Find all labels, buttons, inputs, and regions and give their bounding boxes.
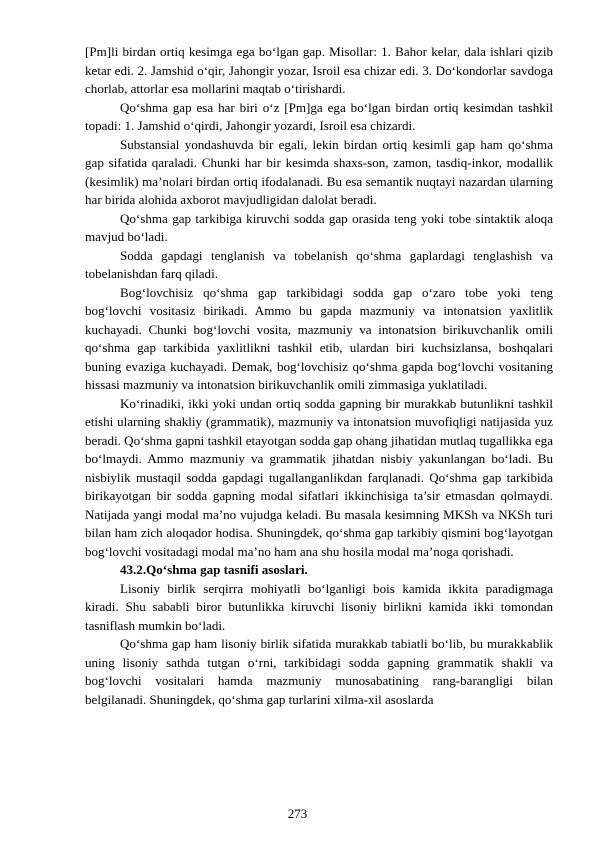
- section-heading: 43.2.Qo‘shma gap tasnifi asoslari.: [120, 562, 308, 577]
- paragraph-1: [Pm]li birdan ortiq kesimga ega bo‘lgan gap. Misollar: 1. Bahor kelar, dala ishlari qizib ketar edi. 2. Jamshid o‘qir, Jahongir yozar, Isroil esa chizar edi. 3. Do‘kondorlar savdoga chorlab, attorlar esa mollarini maqtab o‘tirishardi.: [85, 44, 553, 96]
- paragraph-3: Substansial yondashuvda bir egali, lekin birdan ortiq kesimli gap ham qo‘shma gap sifatida qaraladi. Chunki har bir kesimda shaxs-son, zamon, tasdiq-inkor, modallik (kesimlik) ma’nolari birdan ortiq ifodalanadi. Bu esa semantik nuqtayi nazardan ularning har birida alohida axborot mavjudligidan dalolat beradi.: [85, 136, 553, 207]
- paragraph-8: Lisoniy birlik serqirra mohiyatli bo‘lganligi bois kamida ikkita paradigmaga kiradi. Shu sababli biror butunlikka kiruvchi lisoniy birlikni kamida ikki tomondan tasniflash mumkin bo‘ladi.: [85, 580, 553, 633]
- page-body: [85, 43, 553, 709]
- paragraph-4: Qo‘shma gap tarkibiga kiruvchi sodda gap orasida teng yoki tobe sintaktik aloqa mavjud bo‘ladi.: [85, 210, 553, 244]
- paragraph-6: Bog‘lovchisiz qo‘shma gap tarkibidagi sodda gap o‘zaro tobe yoki teng bog‘lovchi vositasiz birikadi. Ammo bu gapda mazmuniy va intonatsion yaxlitlik kuchayadi. Chunki bog‘lovchi vosita, mazmuniy va intonatsion birikuvchanlik omili qo‘shma gap tarkibida yaxlitlikni tashkil etib, ulardan biri kuchsizlansa, boshqalari buning evaziga kuchayadi. Demak, bog‘lovchisiz qo‘shma gapda bog‘lovchi vositaning hissasi mazmuniy va intonatsion birikuvchanlik omili zimmasiga yuklatiladi.: [85, 284, 553, 392]
- paragraph-2: Qo‘shma gap esa har biri o‘z [Pm]ga ega bo‘lgan birdan ortiq kesimdan tashkil topadi: 1. Jamshid o‘qirdi, Jahongir yozardi, Isroil esa chizardi.: [85, 99, 553, 133]
- page-number: 273: [287, 806, 308, 821]
- paragraph-9: Qo‘shma gap ham lisoniy birlik sifatida murakkab tabiatli bo‘lib, bu murakkablik uning lisoniy sathda tutgan o‘rni, tarkibidagi sodda gapning grammatik shakli va bog‘lovchi vositalari hamda mazmuniy munosabatining rang-barangligi bilan belgilanadi. Shuningdek, qo‘shma gap turlarini xilma-xil asoslarda: [85, 636, 553, 707]
- paragraph-5: Sodda gapdagi tenglanish va tobelanish qo‘shma gaplardagi tenglashish va tobelanishdan farq qiladi.: [85, 247, 553, 281]
- paragraph-7: Ko‘rinadiki, ikki yoki undan ortiq sodda gapning bir murakkab butunlikni tashkil etishi ularning shakliy (grammatik), mazmuniy va intonatsion muvofiqligi natijasida yuz beradi. Qo‘shma gapni tashkil etayotgan sodda gap ohang jihatidan mutlaq tugallikka ega bo‘lmaydi. Ammo mazmuniy va grammatik jihatdan nisbiy yakunlangan bo‘ladi. Bu nisbiylik mustaqil sodda gapdagi tugallanganlikdan farqlanadi. Qo‘shma gap tarkibida birikayotgan bir sodda gapning modal sifatlari ikkinchisiga ta’sir etmasdan qolmaydi. Natijada yangi modal ma’no vujudga keladi. Bu masala kesimning MKSh va NKSh turi bilan ham zich aloqador hodisa. Shuningdek, qo‘shma gap tarkibiy qismini bog‘layotgan bog‘lovchi vositadagi modal ma’no ham ana shu hosila modal ma’noga qorishadi.: [85, 395, 553, 559]
